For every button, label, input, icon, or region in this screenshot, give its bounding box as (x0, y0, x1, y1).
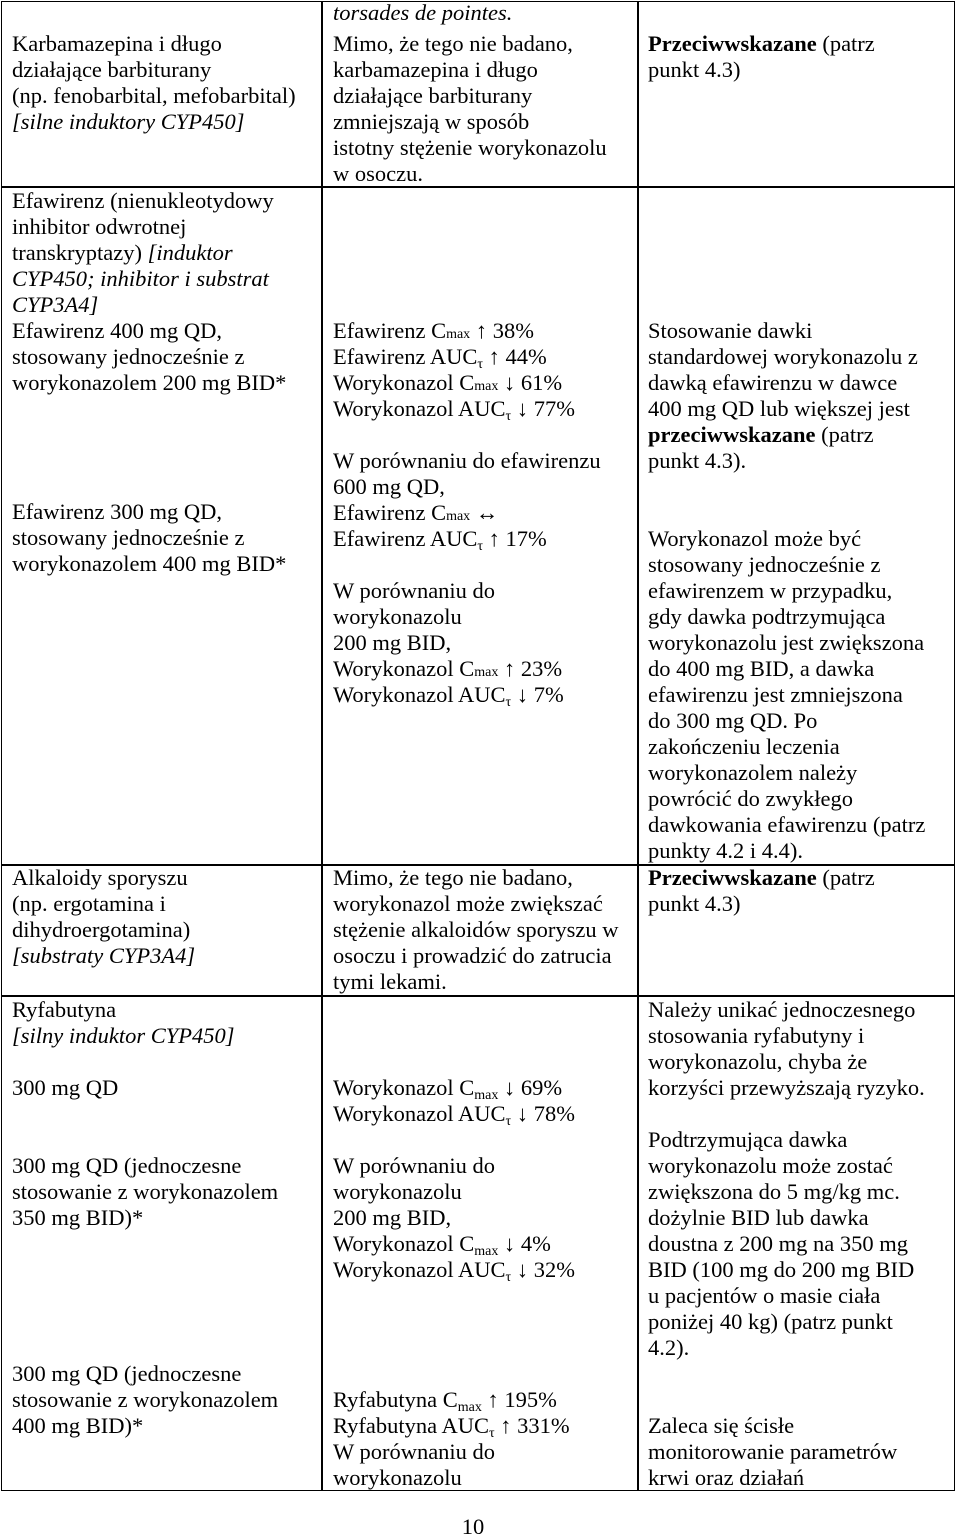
text-segment: w osoczu. (333, 161, 423, 186)
text-segment: karbamazepina i długo (333, 57, 538, 82)
text-segment: W porównaniu do (333, 578, 496, 603)
text-line (333, 526, 601, 552)
text-line (648, 760, 925, 786)
text-segment: punkt 4.3) (648, 891, 741, 916)
text-segment: standardowej worykonazolu z (648, 344, 918, 369)
text-segment: 350 mg BID)* (12, 1205, 144, 1230)
text-line (333, 917, 619, 943)
text-line (648, 682, 925, 708)
text-line (648, 1205, 914, 1231)
text-segment: worykonazolem 400 mg BID* (12, 551, 287, 576)
text-segment: monitorowanie parametrów (648, 1439, 898, 1464)
text-line (333, 1413, 570, 1439)
effect-cell-karbamazepina-continued (333, 0, 512, 26)
text-segment: Ryfabutyna AUC (333, 1413, 489, 1438)
text-line (333, 656, 564, 682)
text-segment: Efawirenz C (333, 318, 447, 343)
text-line (648, 630, 925, 656)
text-line (333, 943, 619, 969)
text-segment: worykonazolu może zostać (648, 1153, 893, 1178)
text-segment: ↓ 4% (498, 1231, 551, 1256)
text-segment: 400 mg BID)* (12, 1413, 144, 1438)
recommendation-cell-ryfabutyna-dose (648, 1127, 914, 1361)
text-segment: CYP450; inhibitor i substrat (12, 266, 269, 291)
text-segment: worykonazolu (333, 1179, 462, 1204)
text-segment: dawkowania efawirenzu (patrz (648, 812, 926, 837)
text-segment: zakończeniu leczenia (648, 734, 840, 759)
text-segment: Worykonazol AUC (333, 396, 506, 421)
text-line (12, 499, 286, 525)
text-segment: τ (488, 1426, 495, 1441)
text-line (333, 630, 564, 656)
text-line (333, 1439, 570, 1465)
text-segment: ↑ 38% (470, 318, 534, 343)
text-line (648, 1413, 897, 1439)
text-segment: max (474, 379, 499, 394)
text-segment: Worykonazol C (333, 1075, 475, 1100)
text-segment: Karbamazepina i długo (12, 31, 222, 56)
text-segment: Worykonazol C (333, 1231, 475, 1256)
text-line (12, 551, 286, 577)
text-segment: Efawirenz (nienukleotydowy (12, 188, 274, 213)
text-line (648, 604, 925, 630)
text-segment: worykonazolu (333, 1465, 462, 1490)
text-segment: stosowanie z worykonazolem (12, 1179, 279, 1204)
text-segment: stosowany jednocześnie z (648, 552, 881, 577)
text-segment: dihydroergotamina) (12, 917, 191, 942)
text-segment: 400 mg QD lub większej jest (648, 396, 910, 421)
text-segment: osoczu i prowadzić do zatrucia (333, 943, 612, 968)
text-segment: Zaleca się ścisłe (648, 1413, 795, 1438)
text-segment: ↓ 7% (511, 682, 564, 707)
text-segment: punkt 4.3). (648, 448, 747, 473)
drug-cell-efawirenz-400mg (12, 188, 286, 396)
text-line (648, 838, 925, 864)
drug-cell-karbamazepina (12, 31, 296, 135)
text-line (333, 396, 575, 422)
text-line (333, 1231, 575, 1257)
text-line (648, 997, 925, 1023)
text-line (648, 1283, 914, 1309)
text-segment: [induktor (147, 240, 233, 265)
column-divider-effect-recommendation (637, 1, 639, 1491)
text-segment: ↑ 331% (494, 1413, 570, 1438)
recommendation-cell-ryfabutyna-avoid (648, 997, 925, 1101)
text-line (12, 1387, 278, 1413)
text-segment: ↔ (470, 500, 499, 525)
text-line (333, 1101, 575, 1127)
text-line (12, 943, 195, 969)
effect-cell-efawirenz-comparison (333, 448, 601, 552)
text-line (333, 370, 575, 396)
text-line (12, 57, 296, 83)
text-segment: Efawirenz 400 mg QD, (12, 318, 222, 343)
text-segment: efawirenzem w przypadku, (648, 578, 893, 603)
text-line (648, 734, 925, 760)
recommendation-cell-ryfabutyna-monitoring (648, 1413, 897, 1491)
text-line (12, 1413, 278, 1439)
page-number: 10 (461, 1514, 485, 1539)
text-segment: worykonazolu jest zwiększona (648, 630, 925, 655)
column-divider-drug-effect (321, 1, 323, 1491)
text-segment: τ (477, 539, 483, 554)
text-segment: [silne induktory CYP450] (12, 109, 245, 134)
text-segment: stosowany jednocześnie z (12, 344, 245, 369)
text-line (12, 292, 286, 318)
text-segment: (patrz (816, 31, 875, 56)
text-segment: W porównaniu do (333, 1153, 496, 1178)
text-line (648, 786, 925, 812)
text-line (12, 266, 286, 292)
text-line (12, 525, 286, 551)
text-segment: inhibitor odwrotnej (12, 214, 187, 239)
text-segment: Ryfabutyna (12, 997, 117, 1022)
text-segment: Przeciwwskazane (648, 865, 817, 890)
text-segment: (patrz (816, 865, 875, 890)
effect-cell-alkaloidy-sporyszu (333, 865, 619, 995)
text-line (648, 656, 925, 682)
text-line (12, 891, 195, 917)
text-segment: worykonazolem 200 mg BID* (12, 370, 287, 395)
text-line (648, 552, 925, 578)
text-line (648, 812, 925, 838)
text-segment: Stosowanie dawki (648, 318, 813, 343)
text-segment: Worykonazol C (333, 656, 475, 681)
text-segment: ↓ 32% (511, 1257, 575, 1282)
text-line (333, 1153, 575, 1179)
text-segment: max (474, 1088, 499, 1103)
text-segment: stosowania ryfabutyny i (648, 1023, 865, 1048)
text-segment: τ (505, 695, 512, 710)
text-segment: poniżej 40 kg) (patrz punkt (648, 1309, 893, 1334)
text-line (333, 891, 619, 917)
text-segment: krwi oraz działań (648, 1465, 805, 1490)
text-segment: τ (477, 357, 483, 372)
text-segment: doustna z 200 mg na 350 mg (648, 1231, 908, 1256)
text-segment: dawką efawirenzu w dawce (648, 370, 898, 395)
text-line (333, 135, 607, 161)
text-segment: ↓ 78% (511, 1101, 575, 1126)
text-segment: korzyści przewyższają ryzyko. (648, 1075, 925, 1100)
text-segment: worykonazol może zwiększać (333, 891, 603, 916)
text-line (333, 682, 564, 708)
text-segment: punkty 4.2 i 4.4). (648, 838, 803, 863)
text-line (12, 31, 296, 57)
effect-cell-ryfabutyna-300mg (333, 1075, 575, 1127)
text-line (333, 865, 619, 891)
text-segment: max (446, 509, 471, 524)
text-line (648, 57, 875, 83)
text-line (648, 1127, 914, 1153)
text-line (333, 1387, 570, 1413)
text-segment: Przeciwwskazane (648, 31, 817, 56)
text-segment: do 400 mg BID, a dawka (648, 656, 875, 681)
text-line (12, 188, 286, 214)
text-line (648, 1153, 914, 1179)
text-segment: powrócić do zwykłego (648, 786, 853, 811)
text-segment: τ (505, 1114, 512, 1129)
text-line (12, 214, 286, 240)
text-line (333, 604, 564, 630)
text-line (648, 1257, 914, 1283)
text-line (333, 1257, 575, 1283)
effect-cell-worykonazol-comparison (333, 578, 564, 708)
text-segment: worykonazolu, chyba że (648, 1049, 868, 1074)
text-line (333, 1465, 570, 1491)
text-segment: [substraty CYP3A4] (12, 943, 196, 968)
effect-cell-efawirenz-400mg (333, 318, 575, 422)
text-line (648, 1049, 925, 1075)
text-segment: stosowanie z worykonazolem (12, 1387, 279, 1412)
text-line (648, 396, 918, 422)
text-line (333, 474, 601, 500)
text-segment: gdy dawka podtrzymująca (648, 604, 886, 629)
text-line (648, 526, 925, 552)
text-segment: ↓ 77% (511, 396, 575, 421)
text-segment: τ (505, 409, 512, 424)
text-line (12, 109, 296, 135)
text-line (648, 1179, 914, 1205)
text-segment: działające barbiturany (333, 83, 533, 108)
text-line (648, 891, 875, 917)
text-line (648, 1335, 914, 1361)
text-line (648, 578, 925, 604)
drug-cell-ryfabutyna-300mg (12, 1075, 118, 1101)
text-segment: istotny stężenie worykonazolu (333, 135, 607, 160)
effect-cell-ryfabutyna-350mg (333, 1153, 575, 1283)
text-line (333, 500, 601, 526)
drug-cell-ryfabutyna (12, 997, 235, 1049)
text-line (648, 865, 875, 891)
text-line (12, 1075, 118, 1101)
recommendation-cell-karbamazepina (648, 31, 875, 83)
text-segment: Podtrzymująca dawka (648, 1127, 848, 1152)
text-segment: działające barbiturany (12, 57, 212, 82)
text-segment: BID (100 mg do 200 mg BID (648, 1257, 915, 1282)
text-line (648, 1465, 897, 1491)
text-line (333, 1075, 575, 1101)
text-line (648, 422, 918, 448)
text-line (333, 0, 512, 26)
text-segment: Efawirenz 300 mg QD, (12, 499, 222, 524)
text-line (648, 708, 925, 734)
effect-cell-karbamazepina (333, 31, 607, 187)
text-line (648, 370, 918, 396)
text-segment: stężenie alkaloidów sporyszu w (333, 917, 619, 942)
text-segment: 600 mg QD, (333, 474, 445, 499)
text-segment: Worykonazol AUC (333, 1101, 506, 1126)
text-segment: Efawirenz AUC (333, 344, 478, 369)
text-segment: tymi lekami. (333, 969, 447, 994)
text-segment: Ryfabutyna C (333, 1387, 458, 1412)
text-line (648, 1231, 914, 1257)
drug-cell-ryfabutyna-with-350mg (12, 1153, 278, 1231)
recommendation-cell-efawirenz-dose-adjustment (648, 526, 925, 864)
text-segment: ↑ 17% (482, 526, 547, 551)
text-segment: ↓ 69% (498, 1075, 563, 1100)
text-segment: zwiększona do 5 mg/kg mc. (648, 1179, 900, 1204)
text-line (648, 448, 918, 474)
text-line (333, 109, 607, 135)
text-segment: ↑ 195% (481, 1387, 557, 1412)
text-segment: worykonazolu (333, 604, 462, 629)
text-segment: Worykonazol może być (648, 526, 862, 551)
text-line (333, 1205, 575, 1231)
text-line (12, 1361, 278, 1387)
text-segment: u pacjentów o masie ciała (648, 1283, 881, 1308)
text-segment: τ (505, 1270, 512, 1285)
text-segment: 300 mg QD (jednoczesne (12, 1361, 242, 1386)
text-line (648, 1075, 925, 1101)
text-segment: Mimo, że tego nie badano, (333, 865, 573, 890)
recommendation-cell-alkaloidy-sporyszu (648, 865, 875, 917)
text-line (333, 344, 575, 370)
drug-cell-alkaloidy-sporyszu (12, 865, 195, 969)
text-line (333, 83, 607, 109)
text-segment: worykonazolem należy (648, 760, 858, 785)
text-segment: ↑ 23% (498, 656, 563, 681)
text-segment: max (457, 1400, 482, 1415)
text-segment: punkt 4.3) (648, 57, 741, 82)
text-line (12, 917, 195, 943)
drug-cell-efawirenz-300mg (12, 499, 286, 577)
text-line (648, 31, 875, 57)
text-segment: 4.2). (648, 1335, 690, 1360)
text-segment: Efawirenz C (333, 500, 447, 525)
effect-cell-ryfabutyna-400mg (333, 1387, 570, 1491)
text-segment: 200 mg BID, (333, 630, 452, 655)
text-segment: Worykonazol AUC (333, 1257, 506, 1282)
text-segment: (np. fenobarbital, mefobarbital) (12, 83, 296, 108)
recommendation-cell-efawirenz-contraindicated (648, 318, 918, 474)
text-segment: Worykonazol C (333, 370, 475, 395)
text-line (12, 1153, 278, 1179)
text-line (12, 83, 296, 109)
text-line (333, 578, 564, 604)
text-segment: transkryptazy) (12, 240, 148, 265)
text-line (333, 161, 607, 187)
text-segment: torsades de pointes. (333, 0, 513, 25)
text-line (648, 1023, 925, 1049)
text-line (12, 370, 286, 396)
text-line (333, 318, 575, 344)
text-segment: do 300 mg QD. Po (648, 708, 818, 733)
text-segment: [silny induktor CYP450] (12, 1023, 235, 1048)
text-line (648, 1309, 914, 1335)
text-segment: efawirenzu jest zmniejszona (648, 682, 903, 707)
text-segment: 200 mg BID, (333, 1205, 452, 1230)
text-segment: Worykonazol AUC (333, 682, 506, 707)
text-segment: CYP3A4] (12, 292, 99, 317)
text-line (333, 1179, 575, 1205)
text-segment: max (474, 665, 499, 680)
text-line (648, 318, 918, 344)
text-line (12, 318, 286, 344)
text-segment: Efawirenz AUC (333, 526, 478, 551)
text-segment: Mimo, że tego nie badano, (333, 31, 573, 56)
text-segment: przeciwwskazane (648, 422, 816, 447)
text-segment: W porównaniu do efawirenzu (333, 448, 601, 473)
drug-cell-ryfabutyna-with-400mg (12, 1361, 278, 1439)
text-line (12, 1205, 278, 1231)
text-segment: dożylnie BID lub dawka (648, 1205, 869, 1230)
text-line (333, 31, 607, 57)
text-segment: max (474, 1244, 499, 1259)
text-line (648, 1439, 897, 1465)
text-line (12, 344, 286, 370)
text-segment: ↓ 61% (498, 370, 563, 395)
text-segment: zmniejszają w sposób (333, 109, 530, 134)
text-segment: Alkaloidy sporyszu (12, 865, 188, 890)
text-segment: (np. ergotamina i (12, 891, 166, 916)
text-segment: (patrz (815, 422, 874, 447)
text-segment: Należy unikać jednoczesnego (648, 997, 916, 1022)
text-segment: 300 mg QD (jednoczesne (12, 1153, 242, 1178)
text-line (333, 969, 619, 995)
text-line (12, 1179, 278, 1205)
text-segment: 300 mg QD (12, 1075, 119, 1100)
text-segment: stosowany jednocześnie z (12, 525, 245, 550)
text-line (12, 240, 286, 266)
text-line (333, 57, 607, 83)
text-segment: max (446, 327, 471, 342)
text-segment: ↑ 44% (482, 344, 547, 369)
text-line (12, 865, 195, 891)
text-line (333, 448, 601, 474)
text-line (12, 1023, 235, 1049)
text-segment: W porównaniu do (333, 1439, 496, 1464)
text-line (12, 997, 235, 1023)
text-line (648, 344, 918, 370)
